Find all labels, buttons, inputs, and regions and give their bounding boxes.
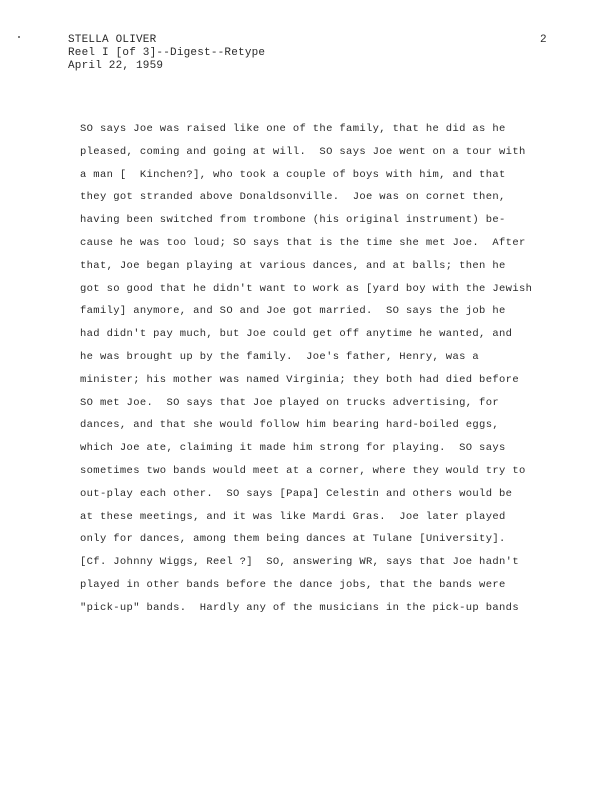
document-header — [68, 34, 265, 73]
text-line: having been switched from trombone (his original instrument) be- — [80, 214, 506, 227]
text-line: he was brought up by the family. Joe's father, Henry, was a — [80, 350, 480, 363]
text-line: "pick-up" bands. Hardly any of the musicians in the pick-up bands — [80, 601, 519, 614]
text-line: got so good that he didn't want to work as [yard boy with the Jewish — [80, 282, 533, 295]
text-line: SO says Joe was raised like one of the family, that he did as he — [80, 123, 506, 135]
text-line: SO met Joe. SO says that Joe played on trucks advertising, for — [80, 396, 500, 409]
text-line: which Joe ate, claiming it made him strong for playing. SO says — [80, 442, 506, 455]
text-line: played in other bands before the dance jobs, that the bands were — [80, 578, 506, 591]
text-line: family] anymore, and SO and Joe got married. SO says the job he — [80, 305, 506, 318]
text-line: cause he was too loud; SO says that is the time she met Joe. After — [80, 236, 526, 249]
text-line: at these meetings, and it was like Mardi Gras. Joe later played — [80, 510, 506, 523]
text-line: dances, and that she would follow him bearing hard-boiled eggs, — [80, 419, 500, 432]
text-line: they got stranded above Donaldsonville. Joe was on cornet then, — [80, 191, 506, 204]
reel-info: Reel I [of 3]--Digest--Retype — [68, 47, 266, 59]
text-line: [Cf. Johnny Wiggs, Reel ?] SO, answering WR, says that Joe hadn't — [80, 556, 519, 569]
scan-speck — [18, 36, 20, 38]
page-number: 2 — [540, 34, 547, 46]
text-line: pleased, coming and going at will. SO says Joe went on a tour with — [80, 145, 526, 158]
interview-date: April 22, 1959 — [68, 60, 164, 72]
text-line: only for dances, among them being dances at Tulane [University]. — [80, 533, 506, 546]
text-line: that, Joe began playing at various dances, and at balls; then he — [80, 259, 506, 272]
text-line: out-play each other. SO says [Papa] Celestin and others would be — [80, 487, 513, 500]
interviewee-name: STELLA OLIVER — [68, 34, 157, 46]
text-line: minister; his mother was named Virginia; they both had died before — [80, 373, 519, 386]
text-line: a man [ Kinchen?], who took a couple of boys with him, and that — [80, 168, 506, 181]
body-text — [80, 118, 580, 620]
text-line: had didn't pay much, but Joe could get off anytime he wanted, and — [80, 328, 513, 341]
text-line: sometimes two bands would meet at a corner, where they would try to — [80, 464, 526, 477]
